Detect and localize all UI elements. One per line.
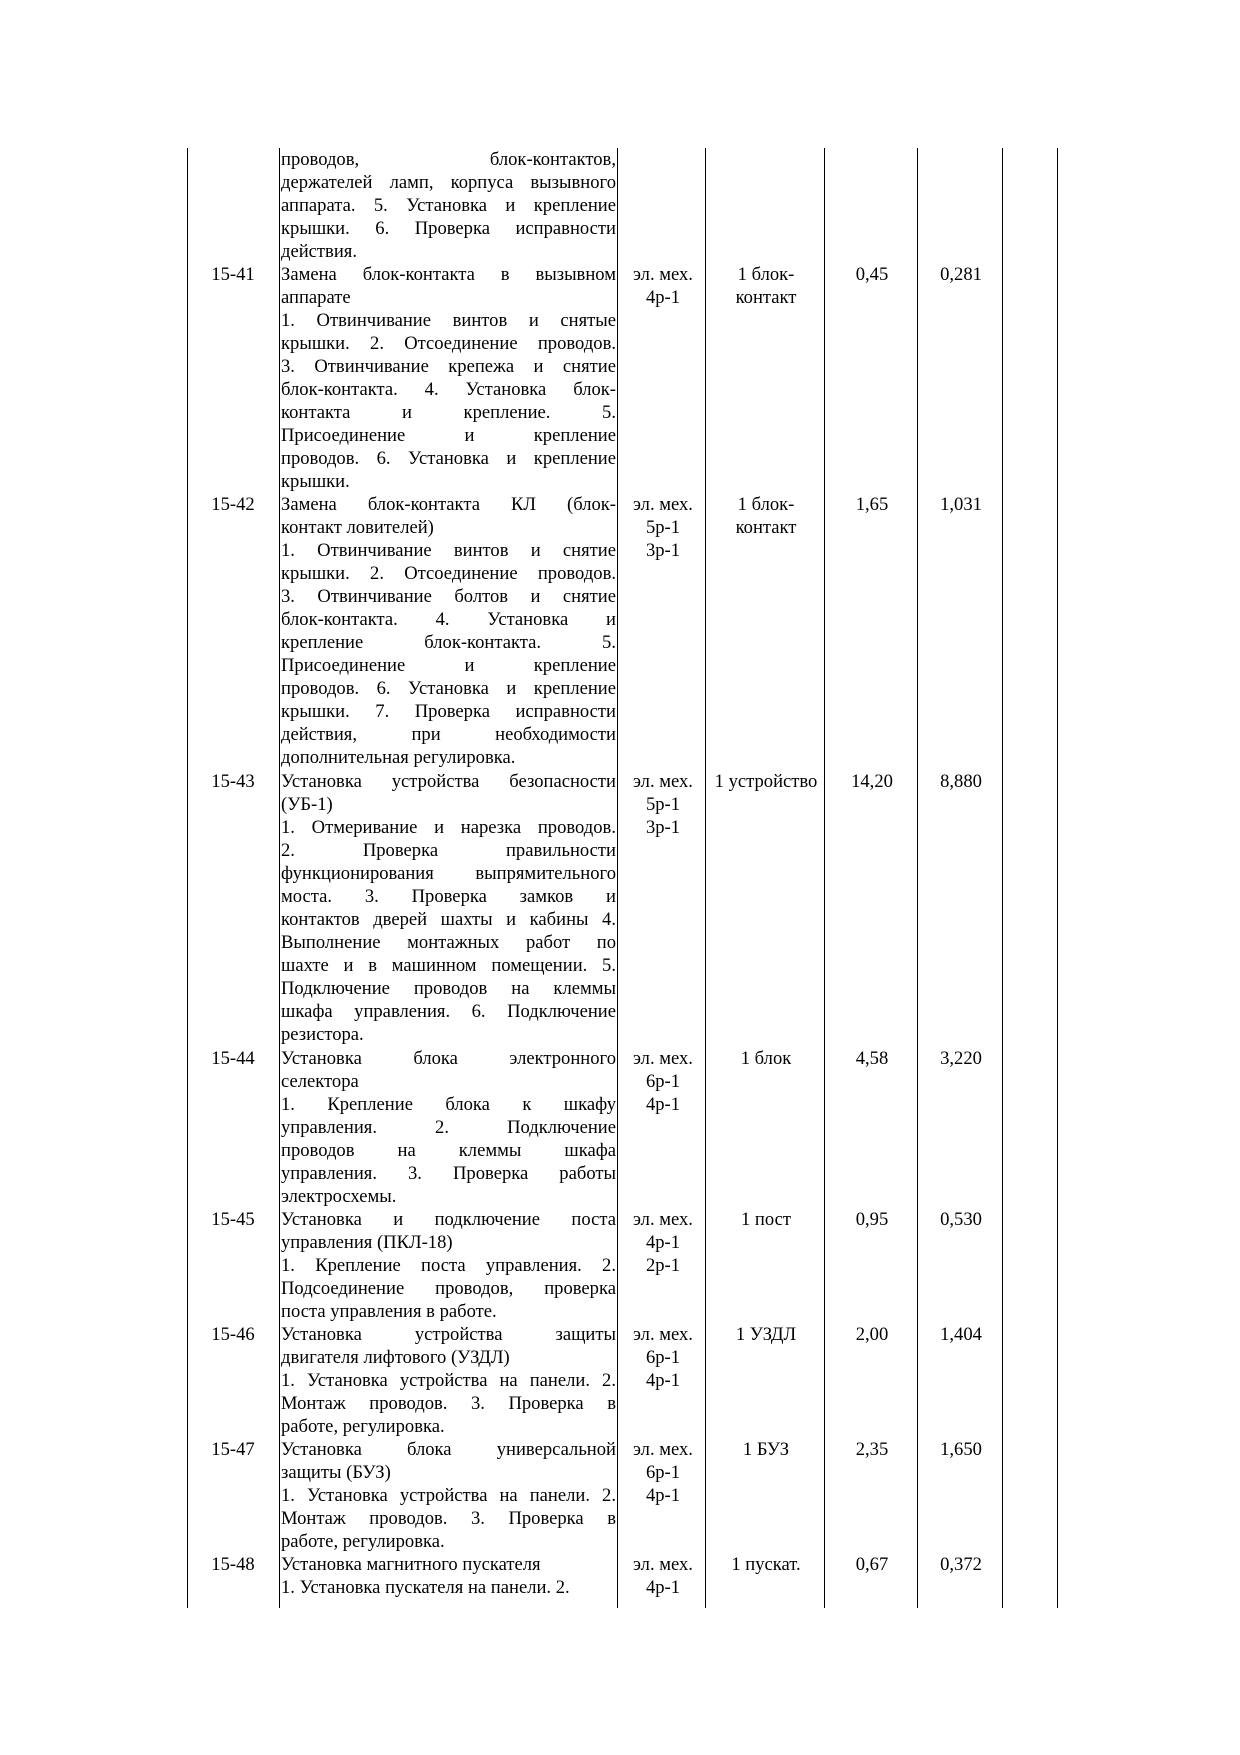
description-line: 1. Установка устройства на панели. 2. bbox=[281, 1485, 616, 1506]
description-line: контактов дверей шахты и кабины 4. bbox=[281, 909, 616, 930]
description-line: крепление блок-контакта. 5. bbox=[281, 632, 616, 653]
description-line: моста. 3. Проверка замков и bbox=[281, 886, 616, 907]
description-line: 1. Установка пускателя на панели. 2. bbox=[281, 1577, 570, 1598]
description-line: крышки. 2. Отсоединение проводов. bbox=[281, 333, 616, 354]
table-rule bbox=[279, 148, 280, 1608]
labor-norm: 0,45 bbox=[855, 264, 889, 285]
table-rule bbox=[187, 148, 188, 1608]
description-line: действия, при необходимости bbox=[281, 724, 616, 745]
labor-norm: 2,00 bbox=[855, 1324, 889, 1345]
description-line: Монтаж проводов. 3. Проверка в bbox=[281, 1508, 616, 1529]
price-value: 1,404 bbox=[940, 1324, 982, 1345]
continued-description bbox=[281, 148, 616, 263]
rate-code: 15-44 bbox=[211, 1048, 255, 1069]
crew-line: 5р-1 bbox=[645, 794, 681, 815]
crew-line: 6р-1 bbox=[645, 1462, 681, 1483]
description-line: 1. Отвинчивание винтов и снятые bbox=[281, 310, 616, 331]
rate-code: 15-41 bbox=[211, 264, 255, 285]
description-line: дополнительная регулировка. bbox=[281, 747, 516, 768]
unit-of-measure bbox=[707, 1047, 825, 1070]
crew-line: 4р-1 bbox=[645, 1577, 681, 1598]
description-line: аппарата. 5. Установка и крепление bbox=[281, 195, 616, 216]
rate-code: 15-42 bbox=[211, 494, 255, 515]
description-line: блок-контакта. 4. Установка блок- bbox=[281, 379, 616, 400]
description-line: аппарате bbox=[281, 287, 351, 308]
description-line: 1. Отмеривание и нарезка проводов. bbox=[281, 817, 616, 838]
description-line: 3. Отвинчивание болтов и снятие bbox=[281, 586, 616, 607]
unit-of-measure bbox=[707, 263, 825, 309]
description-line: управления (ПКЛ-18) bbox=[281, 1232, 453, 1253]
description-line: управления. 3. Проверка работы bbox=[281, 1163, 616, 1184]
crew-line: 4р-1 bbox=[645, 1485, 681, 1506]
measure-line: 1 устройство bbox=[714, 771, 818, 792]
work-description bbox=[281, 1553, 616, 1599]
crew-line: эл. мех. bbox=[633, 1439, 693, 1460]
description-line: работе, регулировка. bbox=[281, 1531, 445, 1552]
description-line: крышки. bbox=[281, 471, 350, 492]
work-description bbox=[281, 1047, 616, 1208]
rate-code: 15-48 bbox=[211, 1554, 255, 1575]
description-line: Монтаж проводов. 3. Проверка в bbox=[281, 1393, 616, 1414]
description-line: Присоединение и крепление bbox=[281, 425, 616, 446]
unit-of-measure bbox=[707, 1208, 825, 1231]
description-line: Установка и подключение поста bbox=[281, 1209, 616, 1230]
crew-line: эл. мех. bbox=[633, 264, 693, 285]
measure-line: контакт bbox=[735, 287, 797, 308]
labor-norm: 4,58 bbox=[855, 1048, 889, 1069]
description-line: Установка устройства защиты bbox=[281, 1324, 616, 1345]
labor-norm: 14,20 bbox=[851, 771, 893, 792]
description-line: Подсоединение проводов, проверка bbox=[281, 1278, 616, 1299]
crew-line: эл. мех. bbox=[633, 494, 693, 515]
measure-line: 1 пост bbox=[740, 1209, 792, 1230]
description-line: функционирования выпрямительного bbox=[281, 863, 616, 884]
labor-norm: 2,35 bbox=[855, 1439, 889, 1460]
work-description bbox=[281, 493, 616, 769]
description-line: шкафа управления. 6. Подключение bbox=[281, 1001, 616, 1022]
price-value: 0,281 bbox=[940, 264, 982, 285]
crew-line: 3р-1 bbox=[645, 540, 681, 561]
price-value: 0,372 bbox=[940, 1554, 982, 1575]
description-line: проводов. 6. Установка и крепление bbox=[281, 448, 616, 469]
crew-line: 2р-1 bbox=[645, 1255, 681, 1276]
description-line: крышки. 7. Проверка исправности bbox=[281, 701, 616, 722]
description-line: поста управления в работе. bbox=[281, 1301, 497, 1322]
crew-composition bbox=[620, 1208, 706, 1277]
measure-line: 1 блок- bbox=[737, 494, 795, 515]
measure-line: 1 пускат. bbox=[731, 1554, 801, 1575]
description-line: 1. Крепление блока к шкафу bbox=[281, 1094, 616, 1115]
description-line: контакт ловителей) bbox=[281, 517, 434, 538]
unit-of-measure bbox=[707, 770, 825, 793]
description-line: 2. Проверка правильности bbox=[281, 840, 616, 861]
table-rule bbox=[1002, 148, 1003, 1608]
crew-line: эл. мех. bbox=[633, 771, 693, 792]
measure-line: 1 блок- bbox=[737, 264, 795, 285]
crew-line: 6р-1 bbox=[645, 1071, 681, 1092]
description-line: селектора bbox=[281, 1071, 359, 1092]
price-value: 1,650 bbox=[940, 1439, 982, 1460]
measure-line: 1 БУЗ bbox=[742, 1439, 790, 1460]
crew-composition bbox=[620, 1438, 706, 1507]
description-line: проводов, блок-контактов, bbox=[281, 149, 616, 170]
unit-of-measure bbox=[707, 1438, 825, 1461]
work-description bbox=[281, 1323, 616, 1438]
description-line: электросхемы. bbox=[281, 1186, 397, 1207]
crew-line: 3р-1 bbox=[645, 817, 681, 838]
rate-code: 15-46 bbox=[211, 1324, 255, 1345]
description-line: действия. bbox=[281, 241, 357, 262]
crew-line: эл. мех. bbox=[633, 1324, 693, 1345]
crew-line: эл. мех. bbox=[633, 1554, 693, 1575]
description-line: крышки. 6. Проверка исправности bbox=[281, 218, 616, 239]
work-description bbox=[281, 1438, 616, 1553]
description-line: работе, регулировка. bbox=[281, 1416, 445, 1437]
price-value: 0,530 bbox=[940, 1209, 982, 1230]
work-description bbox=[281, 770, 616, 1046]
crew-composition bbox=[620, 1047, 706, 1116]
description-line: шахте и в машинном помещении. 5. bbox=[281, 955, 616, 976]
unit-of-measure bbox=[707, 1323, 825, 1346]
description-line: Присоединение и крепление bbox=[281, 655, 616, 676]
table-rule bbox=[1057, 148, 1058, 1608]
crew-line: 5р-1 bbox=[645, 517, 681, 538]
labor-norm: 1,65 bbox=[855, 494, 889, 515]
labor-norm: 0,67 bbox=[855, 1554, 889, 1575]
crew-line: 6р-1 bbox=[645, 1347, 681, 1368]
table-rule bbox=[617, 148, 618, 1608]
measure-line: 1 блок bbox=[740, 1048, 792, 1069]
description-line: защиты (БУЗ) bbox=[281, 1462, 391, 1483]
crew-line: 4р-1 bbox=[645, 1370, 681, 1391]
rate-code: 15-43 bbox=[211, 771, 255, 792]
crew-line: 4р-1 bbox=[645, 287, 681, 308]
crew-composition bbox=[620, 1553, 706, 1599]
description-line: 1. Установка устройства на панели. 2. bbox=[281, 1370, 616, 1391]
measure-line: контакт bbox=[735, 517, 797, 538]
measure-line: 1 УЗДЛ bbox=[735, 1324, 797, 1345]
description-line: Выполнение монтажных работ по bbox=[281, 932, 616, 953]
description-line: контакта и крепление. 5. bbox=[281, 402, 616, 423]
work-description bbox=[281, 1208, 616, 1323]
crew-line: 4р-1 bbox=[645, 1232, 681, 1253]
description-line: резистора. bbox=[281, 1024, 364, 1045]
rate-code: 15-45 bbox=[211, 1209, 255, 1230]
description-line: 1. Крепление поста управления. 2. bbox=[281, 1255, 616, 1276]
description-line: 1. Отвинчивание винтов и снятие bbox=[281, 540, 616, 561]
description-line: Установка магнитного пускателя bbox=[281, 1554, 541, 1575]
crew-line: эл. мех. bbox=[633, 1048, 693, 1069]
description-line: двигателя лифтового (УЗДЛ) bbox=[281, 1347, 510, 1368]
description-line: Подключение проводов на клеммы bbox=[281, 978, 616, 999]
description-line: Замена блок-контакта в вызывном bbox=[281, 264, 616, 285]
work-description bbox=[281, 263, 616, 493]
description-line: Замена блок-контакта КЛ (блок- bbox=[281, 494, 616, 515]
description-line: 3. Отвинчивание крепежа и снятие bbox=[281, 356, 616, 377]
description-line: держателей ламп, корпуса вызывного bbox=[281, 172, 616, 193]
description-line: крышки. 2. Отсоединение проводов. bbox=[281, 563, 616, 584]
rate-code: 15-47 bbox=[211, 1439, 255, 1460]
price-value: 1,031 bbox=[940, 494, 982, 515]
table-rule bbox=[917, 148, 918, 1608]
description-line: управления. 2. Подключение bbox=[281, 1117, 616, 1138]
crew-composition bbox=[620, 263, 706, 309]
description-line: Установка блока универсальной bbox=[281, 1439, 616, 1460]
crew-line: эл. мех. bbox=[633, 1209, 693, 1230]
crew-line: 4р-1 bbox=[645, 1094, 681, 1115]
unit-of-measure bbox=[707, 1553, 825, 1576]
price-value: 8,880 bbox=[940, 771, 982, 792]
table-rule bbox=[824, 148, 825, 1608]
labor-norm: 0,95 bbox=[855, 1209, 889, 1230]
crew-composition bbox=[620, 1323, 706, 1392]
description-line: блок-контакта. 4. Установка и bbox=[281, 609, 616, 630]
description-line: (УБ-1) bbox=[281, 794, 333, 815]
description-line: Установка блока электронного bbox=[281, 1048, 616, 1069]
unit-of-measure bbox=[707, 493, 825, 539]
description-line: Установка устройства безопасности bbox=[281, 771, 616, 792]
price-value: 3,220 bbox=[940, 1048, 982, 1069]
description-line: проводов. 6. Установка и крепление bbox=[281, 678, 616, 699]
crew-composition bbox=[620, 770, 706, 839]
description-line: проводов на клеммы шкафа bbox=[281, 1140, 616, 1161]
crew-composition bbox=[620, 493, 706, 562]
